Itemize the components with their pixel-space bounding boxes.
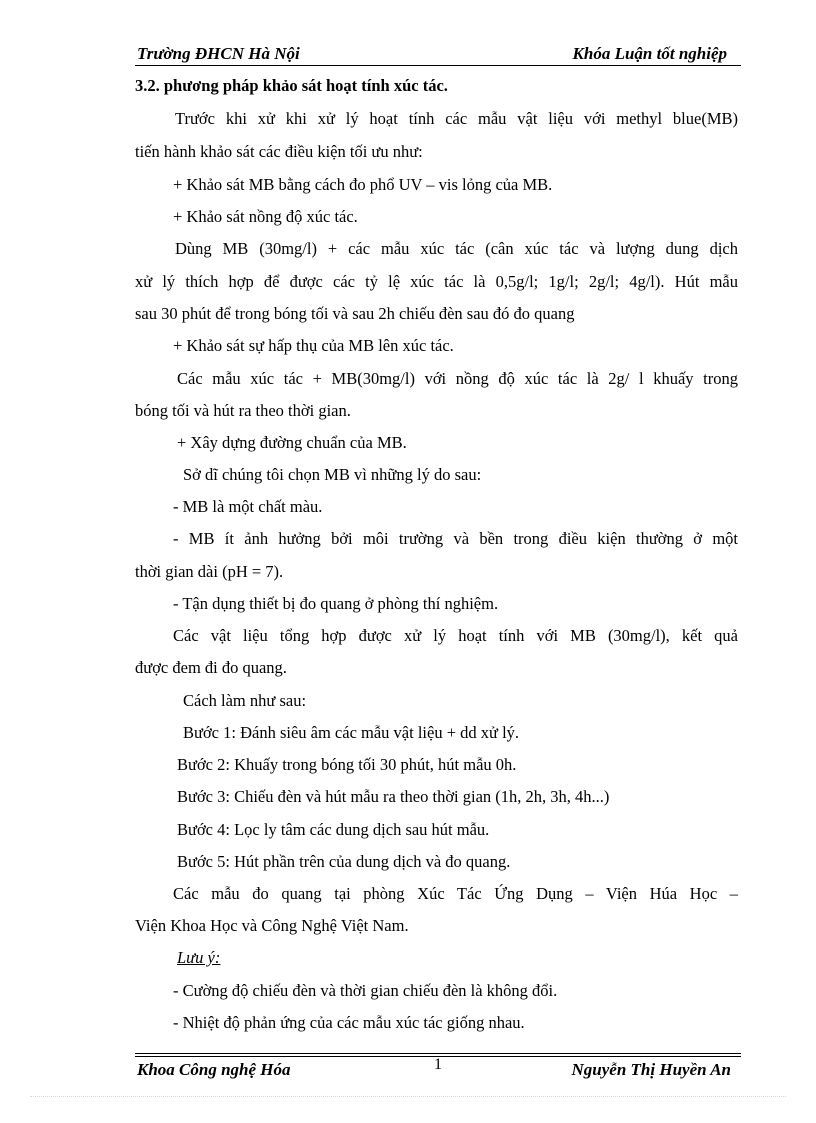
paragraph-line: thời gian dài (pH = 7). [135, 562, 284, 581]
paragraph-line: xử lý thích hợp để được các tỷ lệ xúc tác là 0,5g/l; 1g/l; 2g/l; 4g/l). Hút mẫu [135, 272, 738, 291]
header-rule [135, 65, 741, 66]
paragraph-line: Dùng MB (30mg/l) + các mẫu xúc tác (cân xúc tác và lượng dung dịch [175, 239, 738, 258]
paragraph-line: sau 30 phút để trong bóng tối và sau 2h chiếu đèn sau đó đo quang [135, 304, 575, 323]
footer-faculty: Khoa Công nghệ Hóa [137, 1060, 291, 1079]
step-item: Bước 3: Chiếu đèn và hút mẫu ra theo thời gian (1h, 2h, 3h, 4h...) [177, 787, 610, 806]
footer-author: Nguyễn Thị Huyền An [571, 1060, 731, 1079]
step-item: Bước 5: Hút phần trên của dung dịch và đo quang. [177, 852, 511, 871]
list-item: + Xây dựng đường chuẩn của MB. [177, 433, 407, 452]
list-item: - MB ít ảnh hưởng bởi môi trường và bền trong điều kiện thường ở một [173, 529, 738, 548]
note-item: - Nhiệt độ phản ứng của các mẫu xúc tác giống nhau. [173, 1013, 525, 1032]
paragraph-line: Các mẫu đo quang tại phòng Xúc Tác Ứng Dụng – Viện Húa Học – [173, 884, 738, 903]
page-edge-divider [30, 1096, 786, 1097]
list-item: + Khảo sát sự hấp thụ của MB lên xúc tác. [173, 336, 454, 355]
page-footer [135, 1058, 741, 1082]
step-item: Bước 4: Lọc ly tâm các dung dịch sau hút mẫu. [177, 820, 490, 839]
paragraph-line: Cách làm như sau: [183, 691, 307, 710]
header-school: Trường ĐHCN Hà Nội [137, 44, 300, 63]
list-item: + Khảo sát MB bằng cách đo phổ UV – vis lỏng của MB. [173, 175, 553, 194]
paragraph-line: Các vật liệu tổng hợp được xử lý hoạt tính với MB (30mg/l), kết quả [173, 626, 738, 645]
section-title: 3.2. phương pháp khảo sát hoạt tính xúc tác. [135, 76, 448, 95]
paragraph-line: được đem đi đo quang. [135, 658, 287, 677]
paragraph-line: bóng tối và hút ra theo thời gian. [135, 401, 351, 420]
page-number: 1 [434, 1056, 442, 1073]
step-item: Bước 1: Đánh siêu âm các mẫu vật liệu + dd xử lý. [183, 723, 520, 742]
page-header [135, 42, 741, 66]
step-item: Bước 2: Khuấy trong bóng tối 30 phút, hút mẫu 0h. [177, 755, 517, 774]
paragraph-line: Viện Khoa Học và Công Nghệ Việt Nam. [135, 916, 409, 935]
list-item: + Khảo sát nồng độ xúc tác. [173, 207, 358, 226]
header-thesis: Khóa Luận tốt nghiệp [572, 44, 727, 63]
footer-rule [135, 1053, 741, 1054]
paragraph-line: Các mẫu xúc tác + MB(30mg/l) với nồng độ xúc tác là 2g/ l khuấy trong [177, 369, 738, 388]
note-label: Lưu ý: [177, 948, 221, 967]
paragraph-line: Trước khi xử khi xử lý hoạt tính các mẫu vật liệu với methyl blue(MB) [175, 109, 738, 128]
paragraph-line: Sở dĩ chúng tôi chọn MB vì những lý do sau: [183, 465, 482, 484]
paragraph-line: tiến hành khảo sát các điều kiện tối ưu như: [135, 142, 423, 161]
note-item: - Cường độ chiếu đèn và thời gian chiếu đèn là không đổi. [173, 981, 558, 1000]
list-item: - Tận dụng thiết bị đo quang ở phòng thí nghiệm. [173, 594, 499, 613]
list-item: - MB là một chất màu. [173, 497, 323, 516]
